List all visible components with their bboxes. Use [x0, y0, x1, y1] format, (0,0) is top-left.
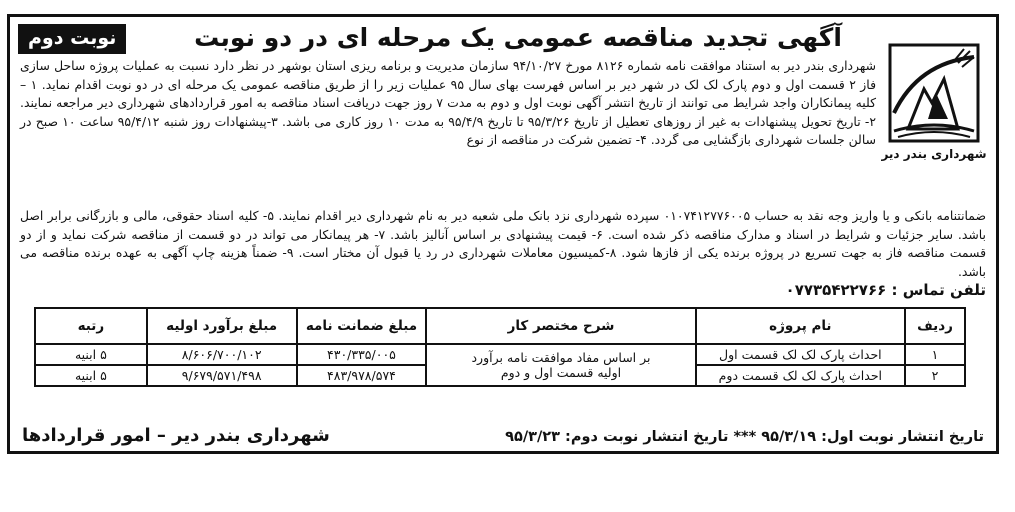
- header-description: شرح مختصر کار: [426, 308, 695, 344]
- cell-grade: ۵ ابنیه: [35, 344, 147, 365]
- cell-estimate: ۹/۶۷۹/۵۷۱/۴۹۸: [147, 365, 297, 386]
- cell-description: [426, 344, 695, 386]
- cell-grade: ۵ ابنیه: [35, 365, 147, 386]
- description-line: اولیه قسمت اول و دوم: [500, 365, 622, 380]
- notice-body: [20, 57, 876, 150]
- header-grade: رتبه: [35, 308, 147, 344]
- cell-guarantee: ۴۸۳/۹۷۸/۵۷۴: [297, 365, 427, 386]
- notice-title: آگهی تجدید مناقصه عمومی یک مرحله ای در دو نوبت: [194, 23, 842, 52]
- phone-number: تلفن تماس : ۰۷۷۳۵۴۲۲۷۶۶: [785, 281, 986, 300]
- tail-paragraph: ضمانتنامه بانکی و یا واریز وجه نقد به حساب ۰۱۰۷۴۱۲۷۷۶۰۰۵ سپرده شهرداری نزد بانک ملی شعبه دیر به نام شهرداری دیر اقدام نمایند. ۵- کلیه اسناد حقوقی، مالی و بازرگانی برابر اصل باشد. سایر جزئیات و شرایط در اسناد و مدارک مناقصه ذکر شده است. ۶- قیمت پیشنهادی بر اساس آنالیز باشد. ۷- هر پیمانکار می تواند در دو قسمت از مناقصه شرکت نماید و از دو قسمت مناقصه فاز به جهت تسریع در پروژه برنده یکی از فازها شود. ۸-کمیسیون معاملات شهرداری در رد یا قبول آن مختار است. ۹- ضمناً هزینه چاپ آگهی به عهده برنده مناقصه می باشد.: [20, 208, 986, 279]
- cell-row-number: ۱: [905, 344, 965, 365]
- notice-body-continued: [20, 207, 986, 301]
- table-row: [35, 344, 965, 365]
- projects-table: [34, 307, 966, 387]
- publication-dates: تاریخ انتشار نوبت اول: ۹۵/۳/۱۹ *** تاریخ انتشار نوبت دوم: ۹۵/۳/۲۳: [505, 429, 984, 445]
- header-project-name: نام پروژه: [696, 308, 905, 344]
- body-paragraph: شهرداری بندر دیر به استناد موافقت نامه شماره ۸۱۲۶ مورخ ۹۴/۱۰/۲۷ سازمان مدیریت و برنامه ریزی استان بوشهر در نظر دارد نسبت به عملیات پروژه ساحل سازی فاز ۲ قسمت اول و دوم پارک لک لک در شهر دیر بر اساس فهرست بهای سال ۹۵ عملیات زیر را از طریق مناقصه عمومی یک مرحله ای در دو نوبت اقدام نماید. ۱ – کلیه پیمانکاران واجد شرایط می توانند از تاریخ انتشر آگهی نوبت اول و دوم به مدت ۷ روز جهت دریافت اسناد مناقصه به امور قراردادهای شهرداری دیر مراجعه نمایند. ۲- تاریخ تحویل پیشنهادات به غیر از روزهای تعطیل از تاریخ ۹۵/۳/۲۶ تا تاریخ ۹۵/۴/۹ به مدت ۱۰ روز کاری می باشد. ۳-پیشنهادات روز شنبه ۹۵/۴/۱۲ ساعت ۱۰ صبح در سالن جلسات شهرداری بازگشایی می گردد. ۴- تضمین شرکت در مناقصه از نوع: [20, 58, 877, 148]
- municipality-logo: [878, 43, 990, 163]
- round-badge: نوبت دوم: [18, 24, 126, 54]
- header-row-number: ردیف: [905, 308, 965, 344]
- cell-estimate: ۸/۶۰۶/۷۰۰/۱۰۲: [147, 344, 297, 365]
- header-estimate: مبلغ برآورد اولیه: [147, 308, 297, 344]
- municipality-emblem-icon: [888, 43, 980, 143]
- cell-project-name: احداث پارک لک لک قسمت دوم: [696, 365, 905, 386]
- issuer-signature: شهرداری بندر دیر – امور قراردادها: [22, 425, 330, 446]
- description-line: بر اساس مفاد موافقت نامه برآورد: [471, 350, 651, 365]
- cell-row-number: ۲: [905, 365, 965, 386]
- notice-frame: [7, 14, 999, 454]
- header-guarantee: مبلغ ضمانت نامه: [297, 308, 427, 344]
- table-header-row: [35, 308, 965, 344]
- cell-project-name: احداث پارک لک لک قسمت اول: [696, 344, 905, 365]
- logo-label: شهرداری بندر دیر: [881, 147, 987, 161]
- cell-guarantee: ۴۳۰/۳۳۵/۰۰۵: [297, 344, 427, 365]
